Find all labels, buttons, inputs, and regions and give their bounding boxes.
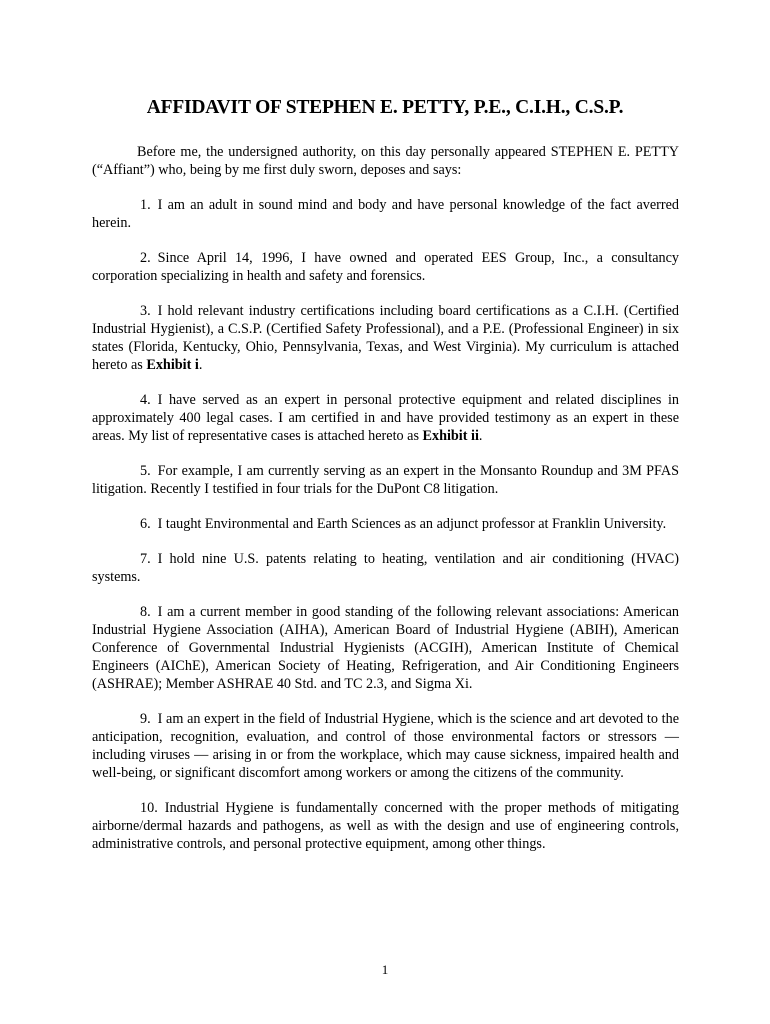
paragraph-8 xyxy=(92,603,679,693)
exhibit-reference: Exhibit i xyxy=(146,357,199,373)
paragraph-text: For example, I am currently serving as an expert in the Monsanto Roundup and 3M PFAS litigation. Recently I testified in four trials for the DuPont C8 litigation. xyxy=(92,463,679,497)
paragraph-5 xyxy=(92,462,679,498)
paragraph-number: 4. xyxy=(140,392,151,408)
paragraph-9 xyxy=(92,710,679,782)
paragraph-number: 10. xyxy=(140,800,158,816)
paragraph-text: Since April 14, 1996, I have owned and operated EES Group, Inc., a consultancy corporation specializing in health and safety and forensics. xyxy=(92,250,679,284)
page-number: 1 xyxy=(381,962,389,977)
paragraph-7 xyxy=(92,550,679,586)
paragraph-10 xyxy=(92,799,679,853)
paragraph-1 xyxy=(92,196,679,232)
paragraph-text: I taught Environmental and Earth Sciences as an adjunct professor at Franklin University. xyxy=(157,516,667,532)
document-body xyxy=(92,143,679,870)
paragraph-text: I am a current member in good standing of the following relevant associations: American Industrial Hygiene Association (AIHA), American Board of Industrial Hygiene (ABIH), American Conference of Governmental Industrial Hygienists (ACGIH), American Institute of Chemical Engineers (AIChE), American Society of Heating, Refrigeration, and Air Conditioning Engineers (ASHRAE); Member ASHRAE 40 Std. and TC 2.3, and Sigma Xi. xyxy=(92,604,679,692)
paragraph-text: I hold relevant industry certifications including board certifications as a C.I.H. (Certified Industrial Hygienist), a C.S.P. (Certified Safety Professional), and a P.E. (Professional Engineer) in six states (Florida, Kentucky, Ohio, Pennsylvania, Texas, and West Virginia). My curriculum is attached hereto as xyxy=(92,303,679,373)
paragraph-6 xyxy=(92,515,679,533)
paragraph-number: 2. xyxy=(140,250,151,266)
paragraph-text: I hold nine U.S. patents relating to heating, ventilation and air conditioning (HVAC) systems. xyxy=(92,551,679,585)
paragraph-number: 3. xyxy=(140,303,151,319)
paragraph-text: I am an adult in sound mind and body and have personal knowledge of the fact averred herein. xyxy=(92,197,679,231)
paragraph-number: 5. xyxy=(140,463,151,479)
paragraph-4 xyxy=(92,391,679,445)
paragraph-end: . xyxy=(198,357,203,373)
paragraph-2 xyxy=(92,249,679,285)
paragraph-end: . xyxy=(478,428,483,444)
paragraph-text: Industrial Hygiene is fundamentally concerned with the proper methods of mitigating airborne/dermal hazards and pathogens, as well as with the design and use of engineering controls, administrative controls, and personal protective equipment, among other things. xyxy=(92,800,679,852)
paragraph-number: 6. xyxy=(140,516,151,532)
exhibit-reference: Exhibit ii xyxy=(422,428,479,444)
paragraph-number: 1. xyxy=(140,197,151,213)
paragraph-text: I have served as an expert in personal protective equipment and related disciplines in approximately 400 legal cases. I am certified in and have provided testimony as an expert in these areas. My list of representative cases is attached hereto as xyxy=(92,392,679,444)
paragraph-number: 8. xyxy=(140,604,151,620)
paragraph-number: 9. xyxy=(140,711,151,727)
paragraph-number: 7. xyxy=(140,551,151,567)
paragraph-text: I am an expert in the field of Industrial Hygiene, which is the science and art devoted to the anticipation, recognition, evaluation, and control of those environmental factors or stressors — including viruses — arising in or from the workplace, which may cause sickness, impaired health and well-being, or significant discomfort among workers or among the citizens of the community. xyxy=(92,711,679,781)
paragraph-3 xyxy=(92,302,679,374)
document-title: AFFIDAVIT OF STEPHEN E. PETTY, P.E., C.I.H., C.S.P. xyxy=(146,97,624,118)
intro-paragraph: Before me, the undersigned authority, on this day personally appeared STEPHEN E. PETTY (“Affiant”) who, being by me first duly sworn, deposes and says: xyxy=(92,144,679,178)
